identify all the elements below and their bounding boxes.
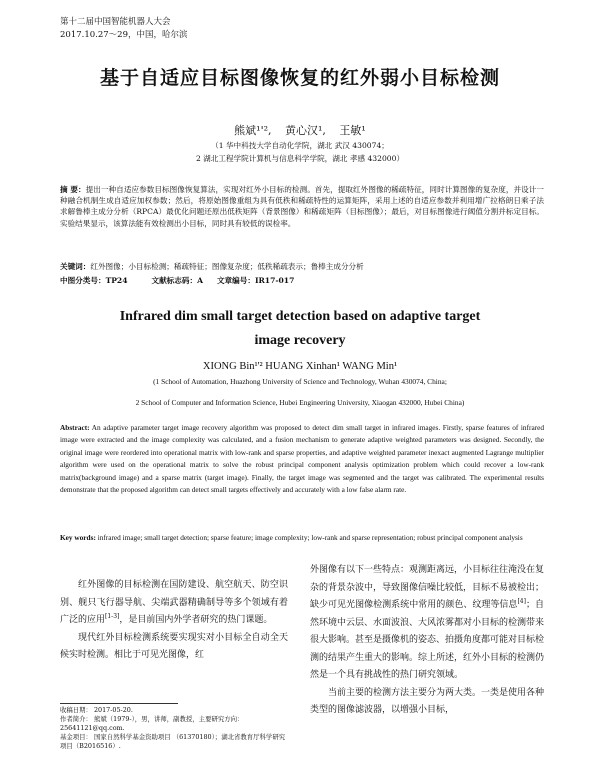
affiliation-cn-2: 2 湖北工程学院计算机与信息科学学院，湖北 孝感 432000）	[195, 154, 405, 163]
paper-title-en-line2: image recovery	[254, 333, 346, 348]
body-text: ，是目前国内外学者研究的热门课题。	[119, 615, 273, 625]
body-paragraph	[310, 562, 544, 685]
keywords-cn-label: 关键词：	[60, 262, 91, 271]
footnote-email: 25641121@qq.com.	[60, 724, 125, 732]
body-text: ；自然环境中云层、水面波浪、大风浓雾都对小目标的检测带来很大影响。甚至是摄像机的姿态、拍摄角度都可能对目标检测的结果产生重大的影响。综上所述，红外小目标的检测仍然是一个具有挑战性的热门研究领域。	[310, 600, 545, 680]
conference-name: 第十二届中国智能机器人大会	[60, 17, 171, 27]
body-text: 红外图像的目标检测在国防建设、航空航天、防空识别、舰只飞行器导航、尖端武器精确制导等多个领域有着广泛的应用	[60, 580, 288, 625]
keywords-en-text: infrared image; small target detection; sparse feature; image complexity; low-rank and sparse representation; robust principal component analysis	[97, 533, 523, 542]
footnotes	[60, 706, 290, 751]
affiliation-en-2: 2 School of Computer and Information Science, Hubei Engineering University, Xiaogan 432000, Hubei China)	[135, 398, 465, 407]
keywords-cn	[60, 261, 544, 272]
footnote-divider	[60, 703, 178, 704]
affiliation-en-1: (1 School of Automation, Huazhong University of Science and Technology, Wuhan 430074, China;	[153, 377, 447, 386]
body-text: 外图像有以下一些特点：观测距离远，小目标往往淹没在复杂的背景杂波中，导致图像信噪比较低，目标不易被检出；缺少可见光图像检测系统中常用的颜色、纹理等信息	[310, 565, 545, 610]
footnote-fund: 基金项目： 国家自然科学基金资助项目 （61370180）；湖北省教育厅科学研究项目（B2016516）.	[60, 733, 286, 750]
abstract-en-text: An adaptive parameter target image recovery algorithm was proposed to detect dim small target in infrared images. Firstly, sparse features of infrared image were extracted and the image complexity was calculated, and a fusion mechanism to generate adaptive weighted parameters was designed. Secondly, the original image were reordered into operational matrix with low-rank and sparse properties, and adaptive weighted parameter inexact augmented Lagrange multiplier algorithm were used on the operational matrix to solve the robust principal component analysis optimization problem which could recover a low-rank matrix(background image) and a sparse matrix (target image). Finally, the target image was segmented and the target was calibrated. The experimental results demonstrate that the proposed algorithm can detect small targets effectively and accurately with a low false alarm rate.	[60, 423, 545, 495]
doc-code-value: A	[197, 276, 203, 285]
footnote-received: 收稿日期： 2017-05-20.	[60, 706, 133, 714]
affiliation-cn-1: （1 华中科技大学自动化学院，湖北 武汉 430074；	[211, 141, 389, 150]
authors-en: XIONG Bin¹'² HUANG Xinhan¹ WANG Min¹	[202, 361, 398, 372]
citation: [4]	[517, 598, 526, 605]
body-paragraph: 现代红外目标检测系统要实现实对小目标全自动全天候实时检测。相比于可见光图像，红	[60, 632, 288, 660]
keywords-en-label: Key words:	[60, 533, 96, 542]
abstract-cn-label: 摘 要：	[60, 185, 86, 194]
abstract-en-label: Abstract:	[60, 423, 90, 432]
conference-header	[60, 16, 187, 42]
abstract-cn	[60, 184, 544, 229]
conference-date-place: 2017.10.27～29，中国，哈尔滨	[60, 30, 188, 40]
body-paragraph	[60, 577, 288, 630]
clc-label: 中图分类号：	[60, 276, 106, 285]
clc-value: TP24	[105, 276, 128, 285]
abstract-cn-text: 提出一种自适应参数目标图像恢复算法，实现对红外小目标的检测。首先，提取红外图像的稀疏特征，同时计算图像的复杂度，并设计一种融合机制生成自适应加权参数；然后，将原始图像重组为具有低秩和稀疏特性的运算矩阵，采用上述的自适应参数并利用增广拉格朗日乘子法求解鲁棒主成分分析（RPCA）最优化问题还原出低秩矩阵（背景图像）和稀疏矩阵（目标图像）；最后，对目标图像进行阈值分割并标定目标。实验结果显示，该算法能有效检测出小目标，同时具有较低的误检率。	[60, 185, 544, 228]
body-column-right	[310, 562, 544, 720]
citation: [1-3]	[105, 613, 120, 620]
body-paragraph: 当前主要的检测方法主要分为两大类。一类是使用各种类型的图像滤波器，以增强小目标，	[310, 687, 545, 715]
classification-line	[60, 275, 544, 286]
footnote-author: 作者简介： 熊斌（1979-），男，讲师，副教授，主要研究方向：	[60, 715, 244, 723]
authors-cn: 熊斌¹'², 黄心汉¹, 王敏¹	[234, 124, 366, 137]
article-no-label: 文章编号：	[216, 276, 255, 285]
paper-title-cn: 基于自适应目标图像恢复的红外弱小目标检测	[99, 67, 500, 89]
abstract-en	[60, 422, 544, 496]
body-column-left	[60, 577, 288, 665]
keywords-en	[60, 532, 544, 544]
article-no-value: IR17-017	[254, 276, 295, 285]
paper-title-en-line1: Infrared dim small target detection based on adaptive target	[119, 309, 481, 324]
doc-code-label: 文献标志码：	[151, 276, 198, 285]
paper-title-en	[0, 305, 600, 353]
keywords-cn-text: 红外图像；小目标检测；稀疏特征；图像复杂度；低秩稀疏表示；鲁棒主成分分析	[90, 262, 364, 271]
